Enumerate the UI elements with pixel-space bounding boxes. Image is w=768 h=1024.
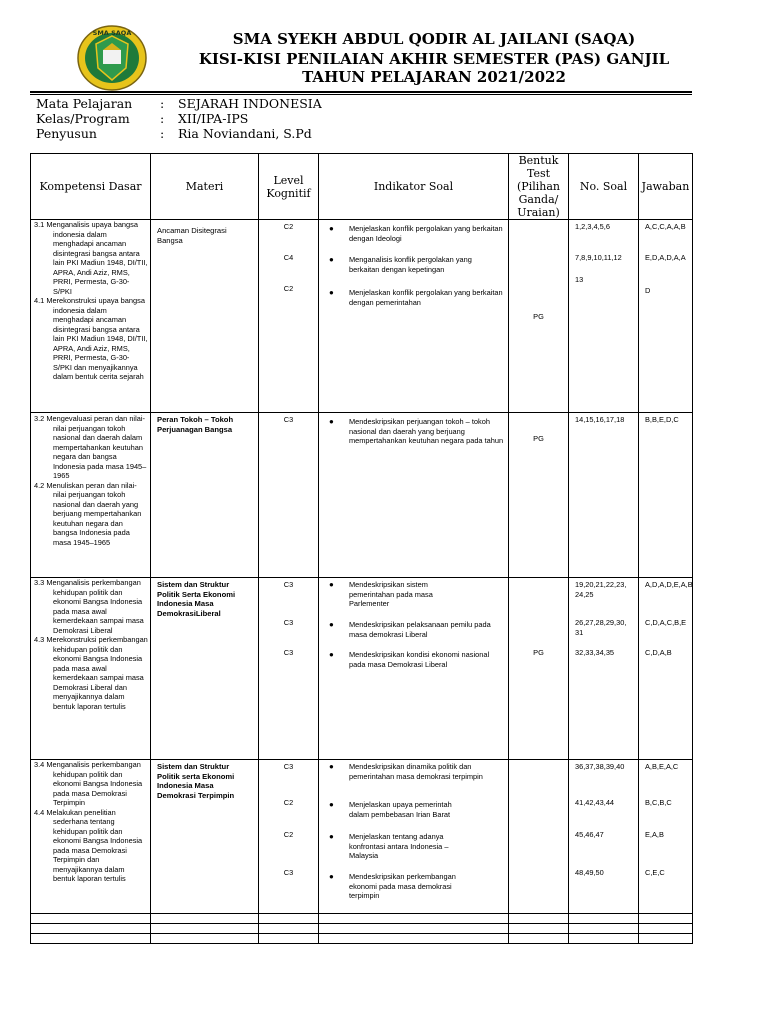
kisi-kisi-table — [30, 153, 693, 944]
level-value: C3 — [283, 648, 294, 657]
no-soal-value: 32,33,34,35 — [575, 648, 615, 657]
level-value: C3 — [283, 868, 294, 877]
bullet-icon: ● — [329, 224, 334, 233]
no-soal-value: 19,20,21,22,23, 24,25 — [575, 580, 627, 599]
indikator-cell — [319, 760, 508, 913]
kd-item: 4.4 Melakukan penelitian sederhana tentang kehidupan politik dan ekonomi Bangsa Indonesia pada masa Demokrasi Terpimpin dan menyajikannya dalam bentuk laporan tertulis — [34, 807, 143, 883]
jawaban-value: A,D,A,D,E,A,B — [645, 580, 693, 589]
indikator-text: Menganalisis konflik pergolakan yang berkaitan dengan kepetingan — [349, 255, 472, 274]
jawaban-cell — [639, 413, 692, 577]
meta-colon: : — [160, 96, 165, 111]
bullet-icon: ● — [329, 620, 334, 629]
bentuk-value: PG — [533, 648, 544, 657]
materi-cell: Peran Tokoh – Tokoh Perjuanagan Bangsa — [157, 415, 234, 434]
bentuk-cell — [509, 578, 568, 759]
meta-label: Mata Pelajaran — [36, 96, 133, 111]
empty-row — [31, 914, 693, 924]
kd-item: 4.2 Menuliskan peran dan nilai-nilai perjuangan tokoh nasional dan daerah yang berjuang mempertahankan keutuhan negara dan bangsa Indonesia pada masa 1945–1965 — [34, 480, 142, 547]
kd-item: 3.3 Menganalisis perkembangan kehidupan politik dan ekonomi Bangsa Indonesia pada masa awal kemerdekaan sampai masa Demokrasi Liberal — [34, 578, 144, 635]
table-row — [31, 413, 693, 578]
no-soal-value: 26,27,28,29,30, 31 — [575, 618, 627, 637]
table-row — [31, 578, 693, 760]
indikator-item — [327, 620, 504, 639]
bullet-icon: ● — [329, 288, 334, 297]
empty-row — [31, 934, 693, 944]
bullet-icon: ● — [329, 872, 334, 881]
kompetensi-dasar-cell — [31, 220, 150, 382]
meta-value: XII/IPA-IPS — [178, 111, 249, 126]
materi-cell: Sistem dan Struktur Politik serta Ekonomi Indonesia Masa Demokrasi Terpimpin — [157, 762, 235, 800]
jawaban-cell — [639, 220, 692, 412]
kompetensi-dasar-cell — [31, 760, 150, 884]
header-rule-thick — [30, 91, 692, 93]
indikator-text: Mendeskripsikan perjuangan tokoh – tokoh nasional dan daerah yang berjuang mempertahankan keutuhan negara pada tahun — [349, 417, 504, 445]
jawaban-value: A,C,C,A,A,B — [645, 222, 686, 231]
header-level-kognitif: Level Kognitif — [259, 154, 319, 220]
no-soal-value: 13 — [575, 275, 584, 284]
bullet-icon: ● — [329, 832, 334, 841]
meta-label: Penyusun — [36, 126, 97, 141]
level-value: C3 — [283, 415, 294, 424]
level-cell — [259, 220, 318, 412]
indikator-item — [327, 832, 468, 861]
level-value: C2 — [283, 284, 294, 293]
school-logo — [76, 24, 148, 92]
indikator-text: Mendeskripsikan kondisi ekonomi nasional pada masa Demokrasi Liberal — [349, 650, 490, 669]
no-soal-cell — [569, 413, 638, 577]
kd-item: 3.4 Menganalisis perkembangan kehidupan politik dan ekonomi Bangsa Indonesia pada masa Demokrasi Terpimpin — [34, 760, 143, 807]
header-materi: Materi — [151, 154, 259, 220]
indikator-cell — [319, 578, 508, 759]
jawaban-value: E,A,B — [645, 830, 664, 839]
indikator-item — [327, 255, 504, 274]
no-soal-cell — [569, 578, 638, 759]
jawaban-value: C,D,A,B — [645, 648, 672, 657]
jawaban-value: C,D,A,C,B,E — [645, 618, 687, 627]
bullet-icon: ● — [329, 800, 334, 809]
indikator-text: Menjelaskan upaya pemerintah dalam pembebasan Irian Barat — [349, 800, 452, 819]
meta-value: SEJARAH INDONESIA — [178, 96, 322, 111]
header-kompetensi-dasar: Kompetensi Dasar — [31, 154, 151, 220]
indikator-item — [327, 800, 468, 819]
meta-author — [36, 126, 436, 142]
jawaban-value: B,B,E,D,C — [645, 415, 679, 424]
indikator-item — [327, 872, 478, 901]
kd-item: 4.1 Merekonstruksi upaya bangsa indonesia dalam menghadapi ancaman disintegrasi bangsa antara lain PKI Madiun 1948, DI/TII, APRA, Andi Aziz, RMS, PRRI, Permesta, G-30-S/PKI dan menyajikannya dalam bentuk cerita sejarah — [34, 296, 148, 381]
bentuk-cell — [509, 220, 568, 412]
no-soal-value: 7,8,9,10,11,12 — [575, 253, 622, 262]
level-value: C2 — [283, 222, 294, 231]
indikator-text: Mendeskripsikan pelaksanaan pemilu pada masa demokrasi Liberal — [349, 620, 491, 639]
indikator-text: Menjelaskan konflik pergolakan yang berkaitan dengan Ideologi — [349, 224, 503, 243]
bullet-icon: ● — [329, 417, 334, 426]
materi-cell: Sistem dan Struktur Politik Serta Ekonomi Indonesia Masa DemokrasiLiberal — [157, 580, 236, 618]
level-value: C4 — [283, 253, 294, 262]
header-rule-thin — [30, 94, 692, 95]
jawaban-value: C,E,C — [645, 868, 665, 877]
indikator-text: Menjelaskan konflik pergolakan yang berkaitan dengan pemerintahan — [349, 288, 503, 307]
no-soal-value: 1,2,3,4,5,6 — [575, 222, 610, 231]
no-soal-value: 48,49,50 — [575, 868, 604, 877]
jawaban-value: D — [645, 286, 651, 295]
jawaban-cell — [639, 578, 692, 759]
indikator-text: Mendeskripsikan sistem pemerintahan pada masa Parlementer — [349, 580, 433, 608]
academic-year: TAHUN PELAJARAN 2021/2022 — [302, 68, 566, 86]
indikator-item — [327, 417, 504, 446]
indikator-item — [327, 762, 504, 781]
bullet-icon: ● — [329, 762, 334, 771]
meta-subject — [36, 96, 436, 112]
level-value: C2 — [283, 798, 294, 807]
indikator-text: Mendeskripsikan perkembangan ekonomi pada masa demokrasi terpimpin — [349, 872, 456, 900]
meta-label: Kelas/Program — [36, 111, 130, 126]
kd-item: 4.3 Merekonstruksi perkembangan kehidupan politik dan ekonomi Bangsa Indonesia pada masa awal kemerdekaan sampai masa Demokrasi Liberal dan menyajikannya dalam bentuk laporan tertulis — [34, 635, 148, 711]
bentuk-cell — [509, 760, 568, 913]
bentuk-value: PG — [533, 434, 544, 443]
header-bentuk-test: Bentuk Test (Pilihan Ganda/ Uraian) — [509, 154, 569, 220]
header-jawaban: Jawaban — [639, 154, 693, 220]
table-row — [31, 760, 693, 914]
logo-text: SMA SAQA — [92, 29, 132, 37]
kd-item: 3.1 Menganalisis upaya bangsa indonesia dalam menghadapi ancaman disintegrasi bangsa antara lain PKI Madiun 1948, DI/TII, APRA, Andi Aziz, RMS, PRRI, Permesta, G-30-S/PKI — [34, 220, 148, 296]
jawaban-cell — [639, 760, 692, 913]
indikator-text: Menjelaskan tentang adanya konfrontasi antara Indonesia – Malaysia — [349, 832, 449, 860]
document-title: KISI-KISI PENILAIAN AKHIR SEMESTER (PAS) GANJIL — [198, 50, 670, 68]
bentuk-cell — [509, 413, 568, 577]
level-cell — [259, 413, 318, 577]
level-cell — [259, 578, 318, 759]
indikator-item — [327, 650, 504, 669]
indikator-cell — [319, 413, 508, 577]
meta-colon: : — [160, 111, 165, 126]
no-soal-value: 41,42,43,44 — [575, 798, 615, 807]
bullet-icon: ● — [329, 255, 334, 264]
jawaban-value: A,B,E,A,C — [645, 762, 679, 771]
indikator-item — [327, 224, 504, 243]
school-name: SMA SYEKH ABDUL QODIR AL JAILANI (SAQA) — [232, 30, 636, 48]
indikator-text: Mendeskripsikan dinamika politik dan pemerintahan masa demokrasi terpimpin — [349, 762, 483, 781]
header-no-soal: No. Soal — [569, 154, 639, 220]
header-indikator-soal: Indikator Soal — [319, 154, 509, 220]
materi-cell: Ancaman Disitegrasi Bangsa — [157, 226, 227, 245]
no-soal-value: 36,37,38,39,40 — [575, 762, 625, 771]
level-value: C3 — [283, 762, 294, 771]
jawaban-value: B,C,B,C — [645, 798, 672, 807]
jawaban-value: E,D,A,D,A,A — [645, 253, 686, 262]
meta-class — [36, 111, 436, 127]
no-soal-value: 14,15,16,17,18 — [575, 415, 625, 424]
indikator-cell — [319, 220, 508, 412]
kompetensi-dasar-cell — [31, 413, 150, 547]
table-row — [31, 220, 693, 413]
bullet-icon: ● — [329, 580, 334, 589]
level-value: C2 — [283, 830, 294, 839]
indikator-item — [327, 288, 504, 307]
kompetensi-dasar-cell — [31, 578, 150, 711]
empty-row — [31, 924, 693, 934]
level-value: C3 — [283, 618, 294, 627]
meta-colon: : — [160, 126, 165, 141]
no-soal-cell — [569, 220, 638, 412]
level-cell — [259, 760, 318, 913]
indikator-item — [327, 580, 448, 609]
no-soal-cell — [569, 760, 638, 913]
bullet-icon: ● — [329, 650, 334, 659]
level-value: C3 — [283, 580, 294, 589]
meta-value: Ria Noviandani, S.Pd — [178, 126, 312, 141]
kd-item: 3.2 Mengevaluasi peran dan nilai-nilai perjuangan tokoh nasional dan daerah dalam mempertahankan keutuhan negara dan bangsa Indonesia pada masa 1945–1965 — [34, 414, 147, 480]
no-soal-value: 45,46,47 — [575, 830, 604, 839]
bentuk-value: PG — [533, 312, 544, 321]
